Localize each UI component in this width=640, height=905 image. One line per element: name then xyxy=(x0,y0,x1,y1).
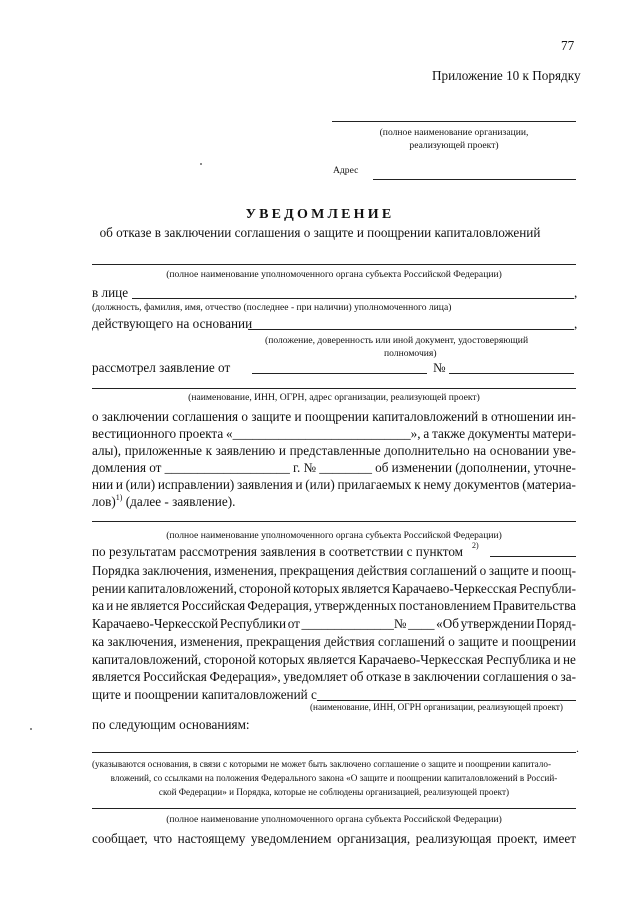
word: дополнительно xyxy=(384,443,470,458)
word: прилагаемых xyxy=(337,477,412,492)
org-caption-2: (наименование, ИНН, ОГРН организации, реализующей проект) xyxy=(310,702,563,712)
authority-caption: (полное наименование уполномоченного органа субъекта Российской Федерации) xyxy=(166,269,502,280)
word: в xyxy=(404,669,411,685)
word: Российская xyxy=(181,598,246,614)
word: прекращения xyxy=(279,563,355,578)
basis-caption-2: полномочия) xyxy=(384,348,437,359)
text-line xyxy=(92,598,576,614)
word: ин- xyxy=(557,409,576,424)
word: ка xyxy=(92,598,105,614)
word: уведомлением xyxy=(250,831,332,846)
word: заявлению xyxy=(215,443,276,458)
word: действия xyxy=(356,563,408,578)
word: домления xyxy=(92,460,147,475)
word: стороной xyxy=(203,651,256,667)
text-line xyxy=(92,616,576,632)
word: которых xyxy=(258,651,305,667)
document-title: УВЕДОМЛЕНИЕ xyxy=(245,207,395,222)
word: изменения, xyxy=(214,563,277,578)
text-line xyxy=(92,563,576,579)
word: Республика xyxy=(485,651,551,667)
word: документы xyxy=(467,426,530,441)
word: и xyxy=(501,633,509,649)
word: защите xyxy=(488,563,529,578)
address-line xyxy=(373,179,576,180)
word: проекта xyxy=(178,426,224,441)
para2-last-line: щите и поощрении капиталовложений с xyxy=(92,687,317,702)
comma-mark: , xyxy=(574,316,578,331)
word: и xyxy=(295,477,303,492)
word: поощ- xyxy=(541,563,576,578)
word: нии xyxy=(92,477,114,492)
acting-label: действующего на основании xyxy=(92,316,253,331)
word: изменения, xyxy=(180,633,243,649)
word: заключении xyxy=(101,409,169,424)
word: о xyxy=(551,669,558,685)
word: реализующая xyxy=(415,831,492,846)
para2-sup: 2) xyxy=(472,541,479,550)
word: утвержденных xyxy=(314,598,397,614)
word: уве- xyxy=(552,443,576,458)
word: вестиционного xyxy=(92,426,177,441)
text-line xyxy=(92,409,576,425)
grounds-caption-3: ской Федерации» и Порядка, которые не соблюдены организацией, реализующей проект) xyxy=(158,787,510,797)
word: и xyxy=(531,563,539,578)
word: ______________№ xyxy=(301,616,407,632)
word: и xyxy=(294,409,302,424)
org-caption-1: (полное наименование организации, xyxy=(379,127,529,138)
org-name-line xyxy=(332,121,576,122)
scan-speck xyxy=(200,163,202,165)
word: заключении xyxy=(413,669,481,685)
word: изменении xyxy=(391,460,453,475)
word: рении xyxy=(92,580,126,596)
authority-caption-2: (полное наименование уполномоченного органа субъекта Российской Федерации) xyxy=(166,530,502,541)
word: и xyxy=(278,443,286,458)
word: не xyxy=(115,598,129,614)
word: от xyxy=(287,616,300,632)
word: ____ xyxy=(408,616,435,632)
word: (или) xyxy=(125,477,156,492)
word: о xyxy=(92,409,99,424)
para1-last-line: лов)$^{1)}$ (далее - заявление). xyxy=(92,493,236,509)
annex-label: Приложение 10 к Порядку xyxy=(432,68,581,83)
person-caption: (должность, фамилия, имя, отчество (последнее - при наличии) уполномоченного лица) xyxy=(92,302,452,313)
word: отказе xyxy=(366,669,402,685)
word: об xyxy=(350,669,364,685)
word: соглашения xyxy=(172,409,239,424)
word: «Об xyxy=(436,616,459,632)
word: является xyxy=(130,598,180,614)
final-line xyxy=(92,831,576,847)
text-line xyxy=(92,426,576,442)
word: Российская xyxy=(143,669,207,685)
word: отношении xyxy=(491,409,555,424)
word: о xyxy=(479,563,487,578)
org-line-2 xyxy=(317,700,576,701)
word: на xyxy=(473,443,487,458)
word: Федерация, xyxy=(247,598,313,614)
word: (дополнении, xyxy=(455,460,531,475)
word: Поряд- xyxy=(536,616,576,632)
word: соглашения xyxy=(482,669,549,685)
in-person-label: в лице xyxy=(92,285,129,300)
para2-first-line: по результатам рассмотрения заявления в соответствии с пунктом xyxy=(92,544,464,559)
word: алы), xyxy=(92,443,122,458)
word: уточне- xyxy=(533,460,576,475)
org-line xyxy=(92,388,576,389)
word: о xyxy=(241,409,248,424)
org-caption: (наименование, ИНН, ОГРН, адрес организации, реализующей проект) xyxy=(188,392,480,403)
grounds-line xyxy=(92,752,576,753)
text-line xyxy=(92,669,576,685)
word: прекращения xyxy=(246,633,321,649)
text-line xyxy=(92,443,576,459)
address-label: Адрес xyxy=(333,165,359,176)
word: ка xyxy=(92,633,105,649)
text-line xyxy=(92,477,576,493)
word: ________ xyxy=(319,460,372,475)
person-line xyxy=(132,298,574,299)
text-line xyxy=(92,652,576,668)
word: уведомляет xyxy=(283,669,348,685)
word: и xyxy=(553,651,561,667)
word: о xyxy=(448,633,455,649)
word: организация, xyxy=(337,831,411,846)
text-line xyxy=(92,581,576,597)
word: капиталовложений, xyxy=(127,580,237,596)
word: Порядка xyxy=(92,563,140,578)
word: которых xyxy=(292,580,340,596)
word: является xyxy=(307,651,356,667)
word: соглашений xyxy=(378,633,445,649)
reviewed-label: рассмотрел заявление от xyxy=(92,360,231,375)
date-line xyxy=(252,373,427,374)
word: Правительства xyxy=(492,598,576,614)
grounds-caption-2: вложений, со ссылками на положения Федерального закона «О защите и поощрении капиталовложений в Россий- xyxy=(110,773,558,783)
word: заключения, xyxy=(142,563,212,578)
word: Карачаево-Черкесская xyxy=(391,580,517,596)
word: утверждении xyxy=(460,616,535,632)
number-sign: № xyxy=(433,360,446,375)
word: Карачаево-Черкесской xyxy=(92,616,219,632)
word: к xyxy=(414,477,421,492)
word: за- xyxy=(560,669,576,685)
page-number: 77 xyxy=(561,38,575,53)
org-caption-2: реализующей проект) xyxy=(409,140,499,151)
word: и xyxy=(115,477,123,492)
word: проект, xyxy=(496,831,538,846)
word: является xyxy=(92,669,141,685)
number-line xyxy=(449,373,574,374)
word: «___________________________», xyxy=(226,426,421,441)
word: что xyxy=(153,831,173,846)
text-line xyxy=(92,460,576,476)
word: настоящему xyxy=(177,831,246,846)
word: капиталовложений, xyxy=(92,651,202,667)
word: представленные xyxy=(289,443,381,458)
word: Республики xyxy=(219,616,287,632)
grounds-caption-1: (указываются основания, в связи с которыми не может быть заключено соглашение о защите и поощрении капитало- xyxy=(92,759,552,769)
word: ___________________ xyxy=(164,460,290,475)
word: от xyxy=(149,460,162,475)
word: имеет xyxy=(543,831,576,846)
word: сообщает, xyxy=(92,831,148,846)
word: а xyxy=(423,426,430,441)
grounds-label: по следующим основаниям: xyxy=(92,717,250,732)
scan-speck xyxy=(30,728,32,730)
authority-line xyxy=(92,264,576,265)
word: поощрении xyxy=(304,409,369,424)
word: Федерация», xyxy=(209,669,281,685)
word: является xyxy=(341,580,390,596)
word: поощрении xyxy=(511,633,576,649)
text-line xyxy=(92,634,576,650)
authority-line-3 xyxy=(92,808,576,809)
word: защите xyxy=(458,633,499,649)
word: № xyxy=(303,460,317,475)
word: документов xyxy=(453,477,520,492)
word: капиталовложений xyxy=(372,409,479,424)
word: постановлением xyxy=(398,598,491,614)
word: защите xyxy=(251,409,292,424)
authority-line-2 xyxy=(92,521,576,522)
word: г. xyxy=(293,460,301,475)
word: и xyxy=(106,598,114,614)
word: не xyxy=(562,651,576,667)
word: соглашений xyxy=(410,563,477,578)
word: основании xyxy=(489,443,550,458)
word: исправлении) xyxy=(157,477,235,492)
basis-caption-1: (положение, доверенность или иной документ, удостоверяющий xyxy=(265,335,529,346)
word: приложенные xyxy=(124,443,202,458)
word: также xyxy=(432,426,466,441)
word: в xyxy=(481,409,488,424)
word: об xyxy=(375,460,389,475)
clause-line xyxy=(490,556,576,557)
document-subtitle: об отказе в заключении соглашения о защите и поощрении капиталовложений xyxy=(99,225,541,240)
word: действия xyxy=(324,633,375,649)
comma-mark: , xyxy=(574,285,578,300)
basis-line xyxy=(248,329,574,330)
word: (материа- xyxy=(522,477,576,492)
word: Республи- xyxy=(518,580,576,596)
word: заключения, xyxy=(107,633,177,649)
word: Карачаево-Черкесская xyxy=(358,651,484,667)
word: матери- xyxy=(532,426,576,441)
period-mark: . xyxy=(576,741,579,755)
word: стороной xyxy=(238,580,291,596)
word: (или) xyxy=(305,477,335,492)
word: к xyxy=(205,443,212,458)
authority-caption-3: (полное наименование уполномоченного органа субъекта Российской Федерации) xyxy=(166,814,502,825)
word: заявления xyxy=(237,477,293,492)
word: нему xyxy=(423,477,452,492)
